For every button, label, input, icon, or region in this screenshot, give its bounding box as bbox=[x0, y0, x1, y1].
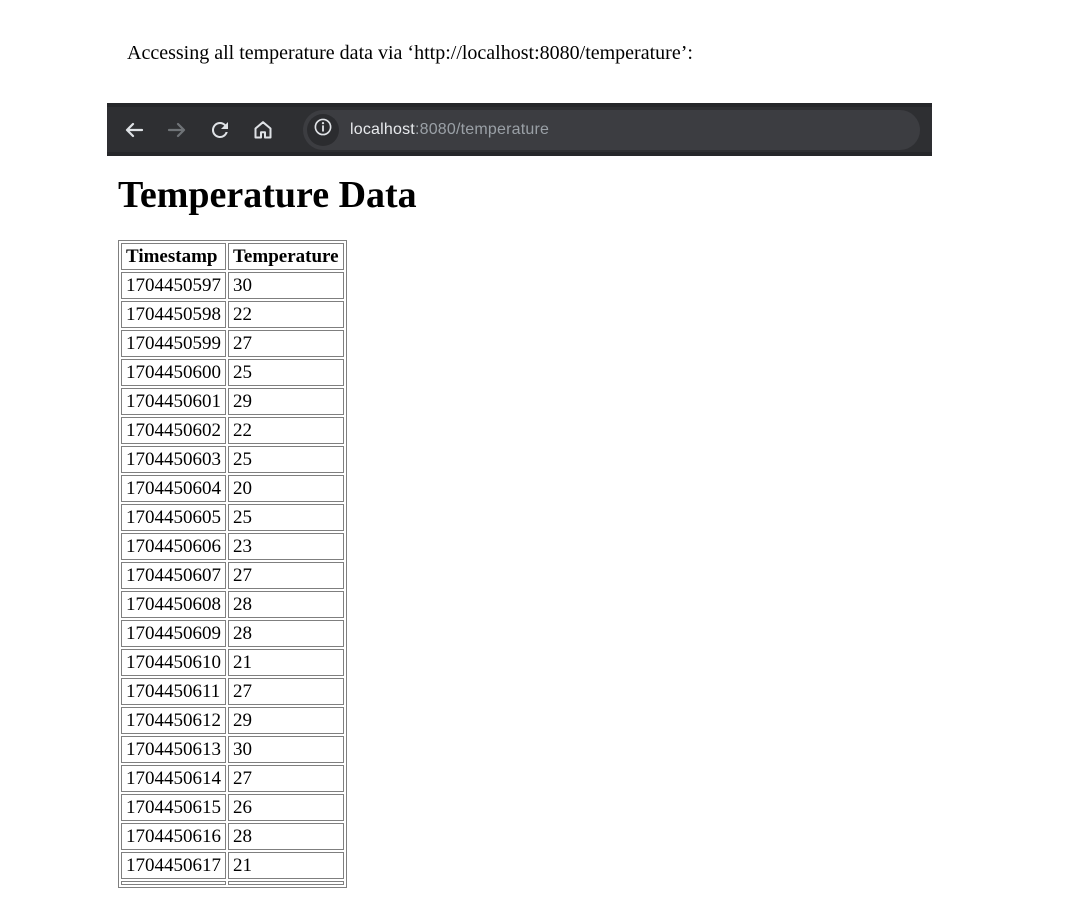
temperature-cell: 30 bbox=[228, 272, 344, 299]
address-bar[interactable] bbox=[303, 110, 920, 150]
temperature-cell: 27 bbox=[228, 678, 344, 705]
table-row bbox=[121, 504, 344, 531]
timestamp-cell: 1704450597 bbox=[121, 272, 226, 299]
url-text bbox=[350, 121, 549, 139]
table-header-row bbox=[121, 243, 344, 270]
caption-text: Accessing all temperature data via ‘http://localhost:8080/temperature’: bbox=[127, 42, 693, 64]
temperature-cell: 25 bbox=[228, 359, 344, 386]
temperature-cell: 29 bbox=[228, 388, 344, 415]
back-button[interactable] bbox=[121, 117, 147, 143]
table-row bbox=[121, 446, 344, 473]
info-icon bbox=[312, 116, 334, 143]
table-row bbox=[121, 591, 344, 618]
temperature-cell: 27 bbox=[228, 765, 344, 792]
table-row bbox=[121, 301, 344, 328]
temperature-cell: 29 bbox=[228, 707, 344, 734]
table-row bbox=[121, 678, 344, 705]
timestamp-cell: 1704450600 bbox=[121, 359, 226, 386]
temperature-cell: 28 bbox=[228, 591, 344, 618]
temperature-cell: 21 bbox=[228, 649, 344, 676]
timestamp-cell: 1704450607 bbox=[121, 562, 226, 589]
forward-button[interactable] bbox=[164, 117, 190, 143]
timestamp-cell: 1704450608 bbox=[121, 591, 226, 618]
timestamp-cell: 1704450614 bbox=[121, 765, 226, 792]
column-header-temperature: Temperature bbox=[228, 243, 344, 270]
timestamp-cell: 1704450609 bbox=[121, 620, 226, 647]
temperature-cell: 20 bbox=[228, 475, 344, 502]
table-row bbox=[121, 562, 344, 589]
table-row bbox=[121, 359, 344, 386]
timestamp-cell: 1704450601 bbox=[121, 388, 226, 415]
timestamp-cell: 1704450610 bbox=[121, 649, 226, 676]
table-row bbox=[121, 475, 344, 502]
url-host: localhost bbox=[350, 120, 415, 138]
table-row bbox=[121, 330, 344, 357]
timestamp-cell: 1704450611 bbox=[121, 678, 226, 705]
timestamp-cell: 1704450603 bbox=[121, 446, 226, 473]
table-row bbox=[121, 533, 344, 560]
timestamp-cell bbox=[121, 881, 226, 885]
timestamp-cell: 1704450598 bbox=[121, 301, 226, 328]
timestamp-cell: 1704450606 bbox=[121, 533, 226, 560]
timestamp-cell: 1704450602 bbox=[121, 417, 226, 444]
table-row bbox=[121, 417, 344, 444]
temperature-cell bbox=[228, 881, 344, 885]
timestamp-cell: 1704450599 bbox=[121, 330, 226, 357]
temperature-cell: 22 bbox=[228, 301, 344, 328]
timestamp-cell: 1704450612 bbox=[121, 707, 226, 734]
table-row bbox=[121, 765, 344, 792]
temperature-cell: 27 bbox=[228, 562, 344, 589]
temperature-cell: 23 bbox=[228, 533, 344, 560]
timestamp-cell: 1704450617 bbox=[121, 852, 226, 879]
table-row bbox=[121, 620, 344, 647]
url-path: :8080/temperature bbox=[414, 120, 550, 138]
reload-icon bbox=[208, 118, 232, 142]
table-row bbox=[121, 852, 344, 879]
table-row bbox=[121, 794, 344, 821]
timestamp-cell: 1704450605 bbox=[121, 504, 226, 531]
forward-icon bbox=[165, 118, 189, 142]
table-row bbox=[121, 272, 344, 299]
home-icon bbox=[251, 118, 275, 142]
table-row bbox=[121, 823, 344, 850]
home-button[interactable] bbox=[250, 117, 276, 143]
site-info-button[interactable] bbox=[307, 114, 339, 146]
reload-button[interactable] bbox=[207, 117, 233, 143]
back-icon bbox=[122, 118, 146, 142]
temperature-cell: 25 bbox=[228, 446, 344, 473]
timestamp-cell: 1704450615 bbox=[121, 794, 226, 821]
temperature-cell: 25 bbox=[228, 504, 344, 531]
page-title: Temperature Data bbox=[118, 174, 417, 216]
temperature-cell: 21 bbox=[228, 852, 344, 879]
column-header-timestamp: Timestamp bbox=[121, 243, 226, 270]
timestamp-cell: 1704450613 bbox=[121, 736, 226, 763]
table-row bbox=[121, 649, 344, 676]
temperature-table bbox=[118, 240, 347, 888]
timestamp-cell: 1704450604 bbox=[121, 475, 226, 502]
temperature-cell: 27 bbox=[228, 330, 344, 357]
table-row bbox=[121, 881, 344, 885]
web-page-content bbox=[118, 173, 1080, 888]
temperature-cell: 26 bbox=[228, 794, 344, 821]
temperature-cell: 28 bbox=[228, 620, 344, 647]
temperature-cell: 22 bbox=[228, 417, 344, 444]
timestamp-cell: 1704450616 bbox=[121, 823, 226, 850]
temperature-cell: 28 bbox=[228, 823, 344, 850]
browser-toolbar bbox=[107, 103, 932, 156]
temperature-cell: 30 bbox=[228, 736, 344, 763]
table-row bbox=[121, 388, 344, 415]
table-row bbox=[121, 707, 344, 734]
table-body bbox=[121, 272, 344, 885]
table-row bbox=[121, 736, 344, 763]
